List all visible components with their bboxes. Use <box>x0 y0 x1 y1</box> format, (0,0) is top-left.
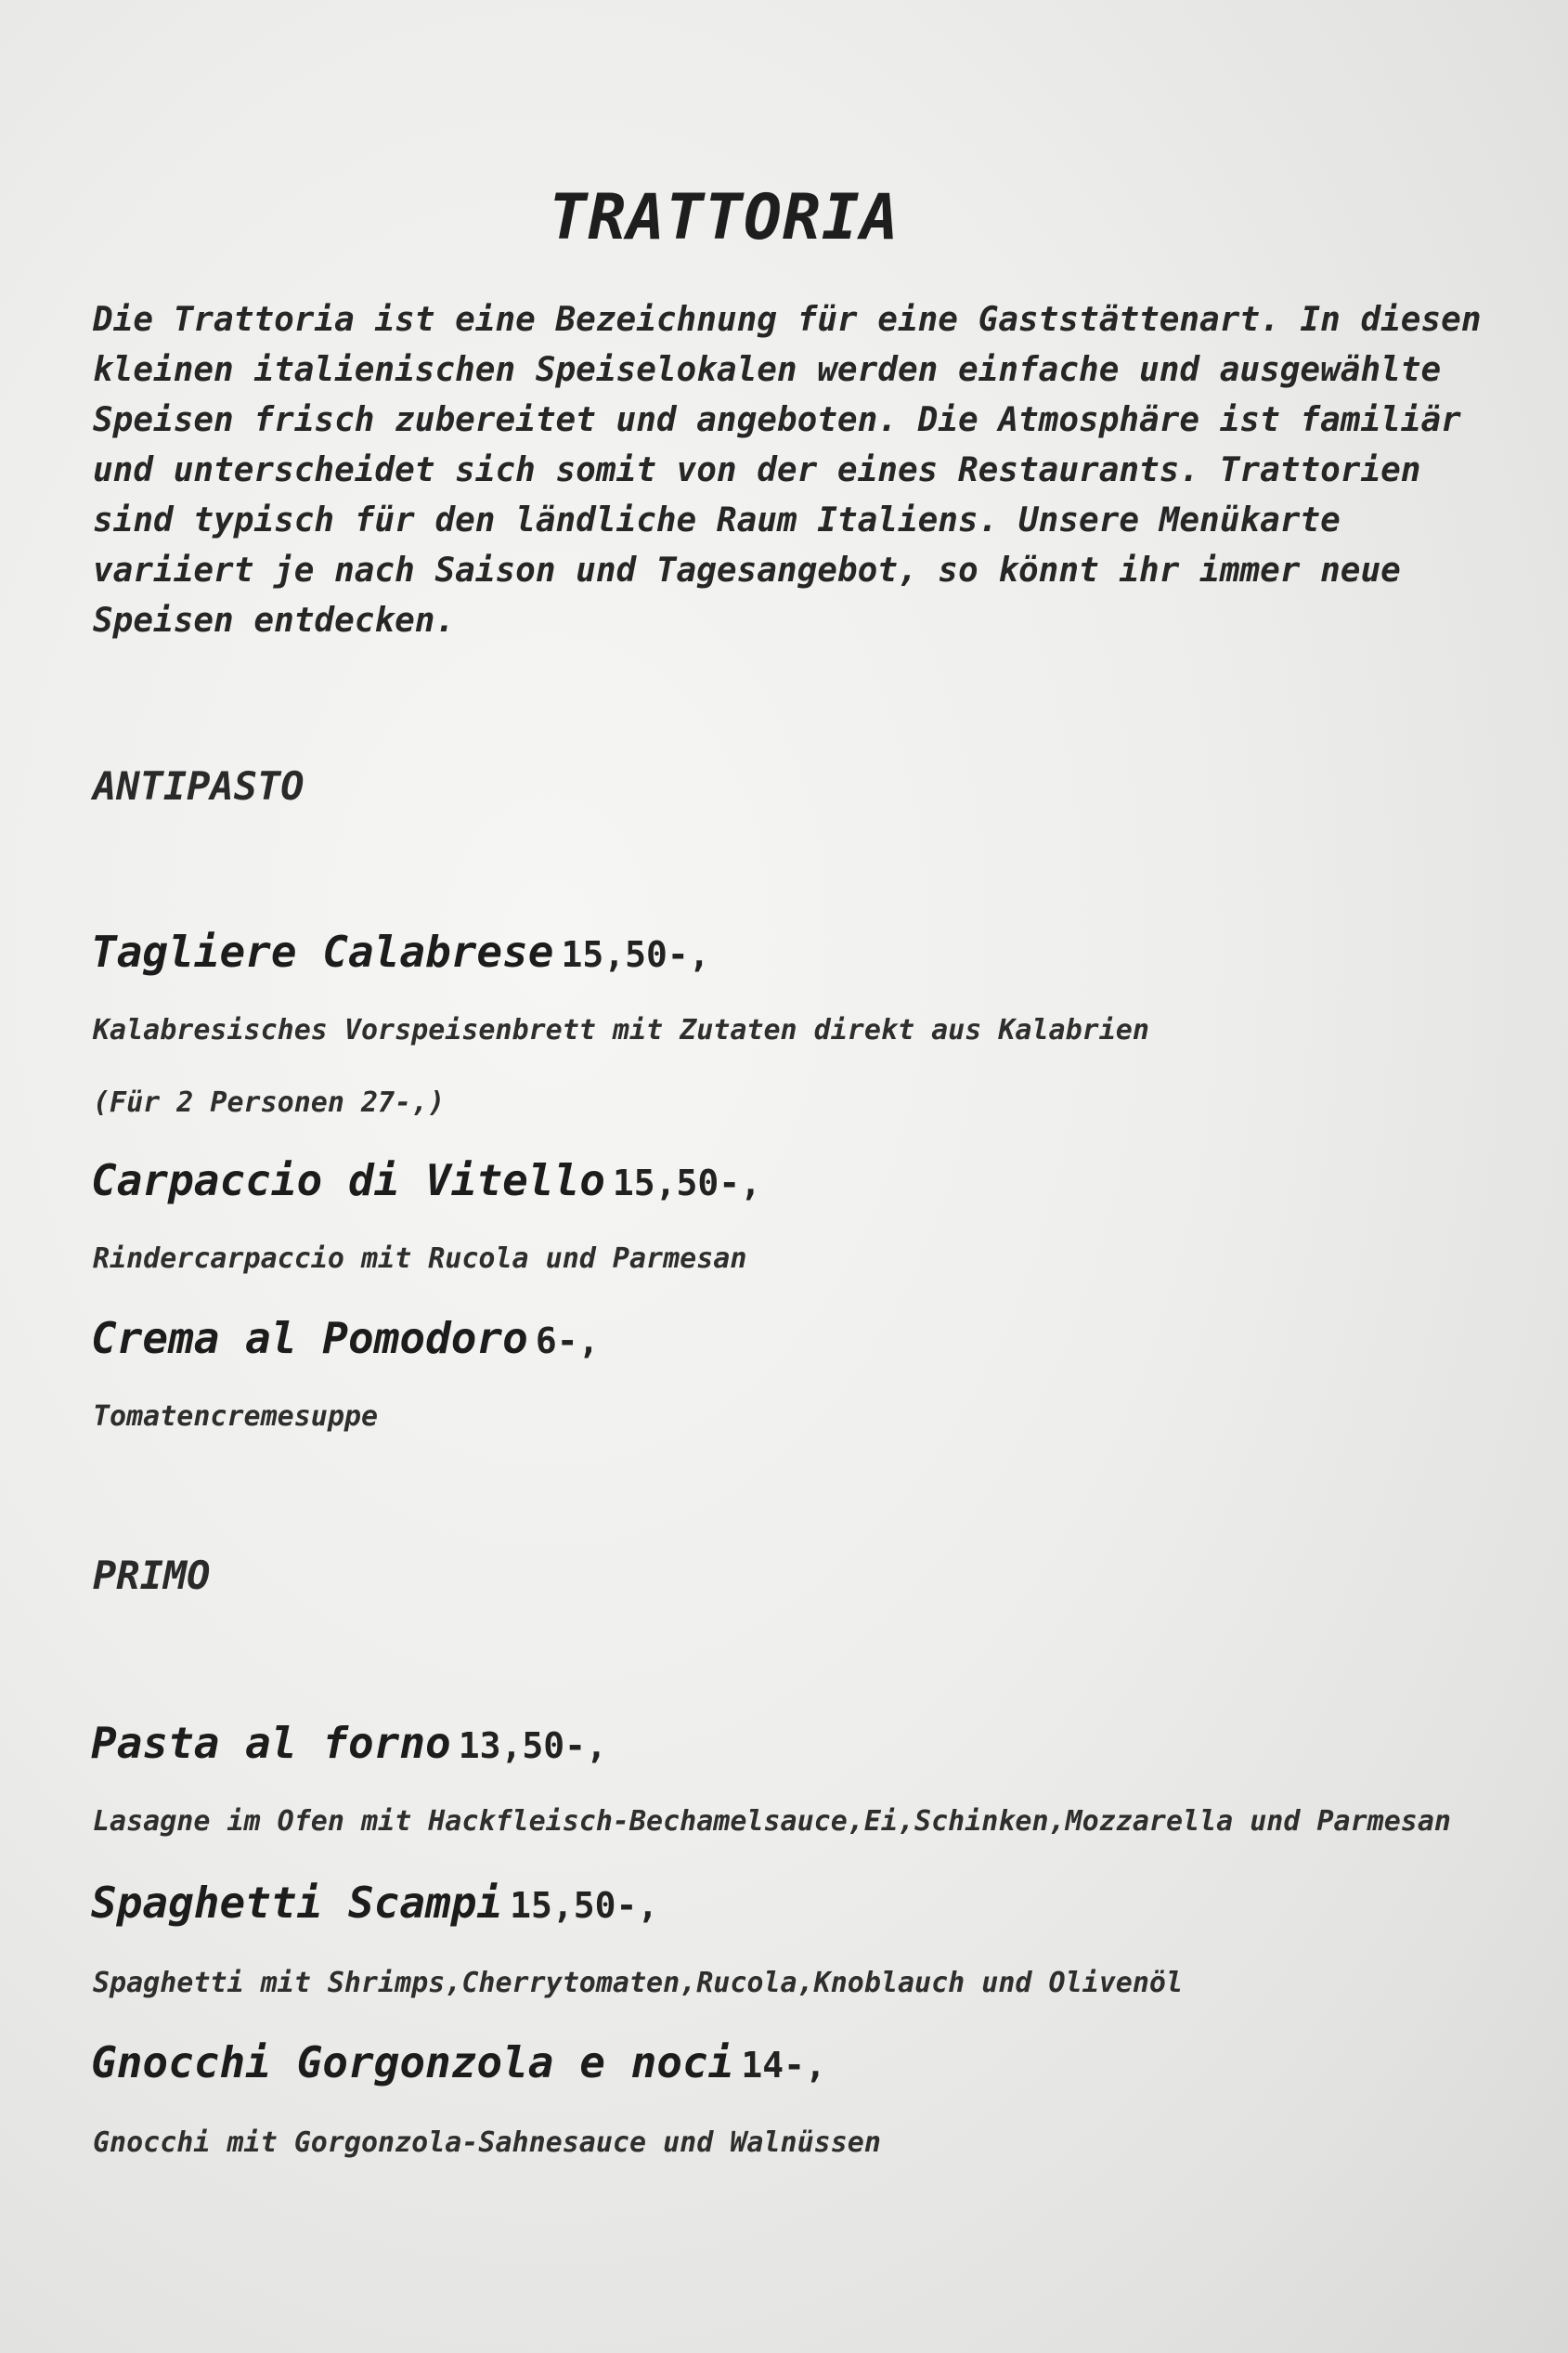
dish-carpaccio-di-vitello <box>91 1155 761 1205</box>
dish-note: (Für 2 Personen 27-,) <box>93 1086 446 1119</box>
dish-description: Rindercarpaccio mit Rucola und Parmesan <box>93 1242 747 1275</box>
dish-description: Gnocchi mit Gorgonzola-Sahnesauce und Walnüssen <box>93 2126 881 2159</box>
section-title-antipasto: ANTIPASTO <box>93 763 305 809</box>
dish-description: Kalabresisches Vorspeisenbrett mit Zutaten direkt aus Kalabrien <box>93 1014 1149 1046</box>
dish-name: Pasta al forno <box>91 1718 451 1768</box>
dish-pasta-al-forno <box>91 1718 607 1768</box>
dish-crema-al-pomodoro <box>91 1313 599 1363</box>
dish-description: Spaghetti mit Shrimps,Cherrytomaten,Rucola,Knoblauch und Olivenöl <box>93 1967 1183 1999</box>
dish-name: Spaghetti Scampi <box>91 1878 503 1928</box>
dish-price: 14-, <box>741 2045 826 2086</box>
intro-paragraph: Die Trattoria ist eine Bezeichnung für eine Gaststättenart. In diesen kleinen italienischen Speiselokalen werden einfache und ausgewählte Speisen frisch zubereitet und angeboten. Die Atmosphäre ist familiär und unterscheidet sich somit von der eines Restaurants. Trattorien sind typisch für den ländliche Raum Italiens. Unsere Menükarte variiert je nach Saison und Tagesangebot, so könnt ihr immer neue Speisen entdecken. <box>93 301 1482 640</box>
dish-price: 6-, <box>535 1320 600 1361</box>
dish-price: 15,50-, <box>612 1163 762 1203</box>
dish-name: Carpaccio di Vitello <box>91 1155 605 1205</box>
dish-name: Gnocchi Gorgonzola e noci <box>91 2037 734 2087</box>
section-title-primo: PRIMO <box>93 1553 211 1598</box>
dish-price: 13,50-, <box>458 1725 607 1766</box>
dish-spaghetti-scampi <box>91 1878 658 1928</box>
dish-description: Lasagne im Ofen mit Hackfleisch-Bechamelsauce,Ei,Schinken,Mozzarella und Parmesan <box>93 1805 1451 1838</box>
dish-price: 15,50-, <box>561 934 710 975</box>
dish-description: Tomatencremesuppe <box>93 1400 379 1433</box>
dish-name: Crema al Pomodoro <box>91 1313 528 1363</box>
dish-tagliere-calabrese <box>91 927 710 977</box>
menu-title: TRATTORIA <box>549 181 900 254</box>
dish-gnocchi-gorgonzola-e-noci <box>91 2037 826 2087</box>
dish-name: Tagliere Calabrese <box>91 927 554 977</box>
dish-price: 15,50-, <box>510 1885 659 1926</box>
